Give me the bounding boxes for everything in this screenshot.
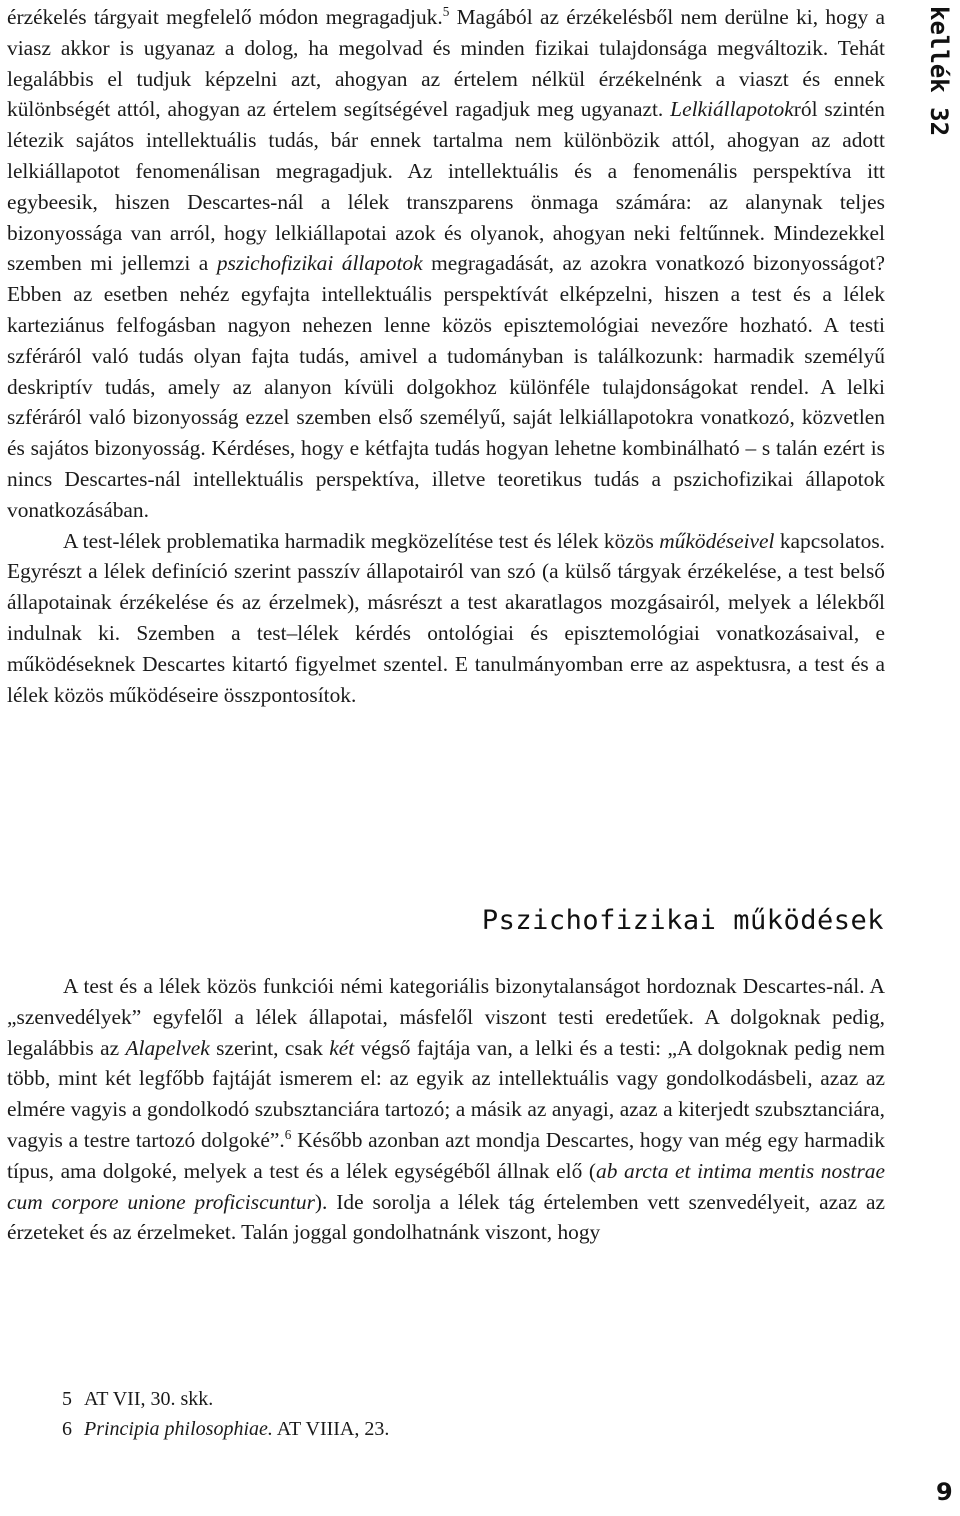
italic-term: működéseivel: [659, 528, 775, 553]
text-run: kapcsolatos. Egyrészt a lélek definíció szerint passzív állapotairól van szó (a külső tárgyak érzékelése, a test belső állapotainak érzékelése és az érzelmek), másrészt a test akaratlagos mozgásairól, melyek a lélekből indulnak ki. Szemben a test–lélek kérdés ontológiai és episztemológiai vonatkozásaival, e működéseknek Descartes kitartó figyelmet szentel. E tanulmányomban erre az aspektusra, a test és a lélek közös működéseire összpontosítok.: [7, 528, 885, 707]
italic-term: ab arcta et intima mentis nostrae cum corpore unione proficiscuntur: [7, 1158, 885, 1214]
footnote-ref-5[interactable]: 5: [442, 3, 450, 19]
footnote-number: 6: [62, 1418, 72, 1440]
footnote-text: AT VII, 30. skk.: [84, 1388, 214, 1410]
text-run: megragadását, az azokra vonatkozó bizonyosságot? Ebben az esetben nehéz egyfajta intellektuális perspektívát elképzelni, hiszen a test és a lélek karteziánus felfogásban nagyon nehezen lenne közös episztemológiai nevezőre hozható. A testi szféráról való tudás olyan fajta tudás, amivel a tudományban is találkozunk: harmadik személyű deskriptív tudás, amely az alanyon kívüli dolgokhoz különféle tulajdonságokat rendel. A lelki szféráról való bizonyosság ezzel szemben első személyű, saját lelkiállapotokra vonatkozó, közvetlen és sajátos bizonyosság. Kérdéses, hogy e kétfajta tudás hogyan lehetne kombinálható – s talán ezért is nincs Descartes-nál intellektuális perspektíva, illetve teoretikus tudás a pszichofizikai állapotok vonatkozásában.: [7, 251, 885, 522]
page-number: 9: [936, 1478, 953, 1506]
text-run: A test és a lélek közös funkciói némi kategoriális bizonytalanságot hordoznak Descartes-nál. A „szenvedélyek” egyfelől a lélek állapotai, másfelől viszont testi eredetűek. A dolgoknak pedig, legalábbis az: [7, 974, 885, 1060]
body-column-bottom: [7, 971, 885, 1248]
italic-term: két: [329, 1035, 355, 1060]
footnote-text: AT VIIIA, 23.: [272, 1418, 390, 1440]
text-run: végső fajtája van, a lelki és a testi: „A dolgoknak pedig nem több, mint két legfőbb fajtáját ismerem el: az egyik az intellektuális vagy gondolkodásbeli, azaz az elmére vagyis a gondolkodó szubsztanciára tartozó; a másik az anyagi, azaz a kiterjedt szubsztanciára, vagyis a testre tartozó dolgoké”.: [7, 1035, 886, 1152]
footnote-italic-title: Principia philosophiae.: [84, 1418, 273, 1440]
text-run: Később azonban azt mondja Descartes, hogy van még egy harmadik típus, ama dolgoké, melyek a test és a lélek egységéből állnak elő (: [7, 1127, 885, 1183]
journal-side-label: [905, 6, 955, 156]
text-run: ról szintén létezik sajátos intellektuális tudás, bár ennek tartalma nem különbözik attól, ahogyan az adott lelkiállapotot fenomenálisan megragadjuk. Az intellektuális és a fenomenális perspektíva itt egybeesik, hiszen Descartes-nál a lélek transzparens önmaga számára: az alanynak teljes bizonyossága van arról, hogy lelkiállapotai azok és olyanok, ahogyan neki feltűnnek. Mindezekkel szemben mi jellemzi a: [7, 97, 885, 276]
journal-name: kellék 32: [925, 6, 953, 137]
paragraph-3: [7, 971, 885, 1248]
italic-term: Lelkiállapotok: [670, 97, 794, 122]
text-run: szerint, csak: [209, 1035, 330, 1060]
footnote-6: [62, 1416, 389, 1442]
text-run: Magából az érzékelésből nem derülne ki, hogy a viasz akkor is ugyanaz a dolog, ha megolvad és minden fizikai tulajdonsága megváltozik. Tehát legalábbis el tudjuk képzelni azt, ahogyan az értelem nélkül érzékelnénk a viaszt és ennek különbségét attól, ahogyan az értelem segítségével ragadjuk meg ugyanazt.: [7, 5, 885, 122]
text-run: érzékelés tárgyait megfelelő módon megragadjuk.: [7, 5, 443, 29]
section-heading: Pszichofizikai működések: [481, 905, 884, 936]
text-run: A test-lélek problematika harmadik megközelítése test és lélek közös: [63, 528, 660, 553]
paragraph-2: [7, 526, 885, 711]
footnote-5: [62, 1386, 213, 1412]
footnote-ref-6[interactable]: 6: [284, 1126, 292, 1142]
text-run: ). Ide sorolja a lélek tág értelemben vett szenvedélyeit, azaz az érzeteket és az érzelmeket. Talán joggal gondolhatnánk viszont, hogy: [7, 1189, 885, 1245]
paragraph-1: [7, 2, 885, 526]
body-column-top: [7, 2, 885, 710]
italic-term: pszichofizikai állapotok: [216, 251, 423, 276]
italic-term: Alapelvek: [125, 1035, 210, 1060]
footnote-number: 5: [62, 1388, 72, 1410]
